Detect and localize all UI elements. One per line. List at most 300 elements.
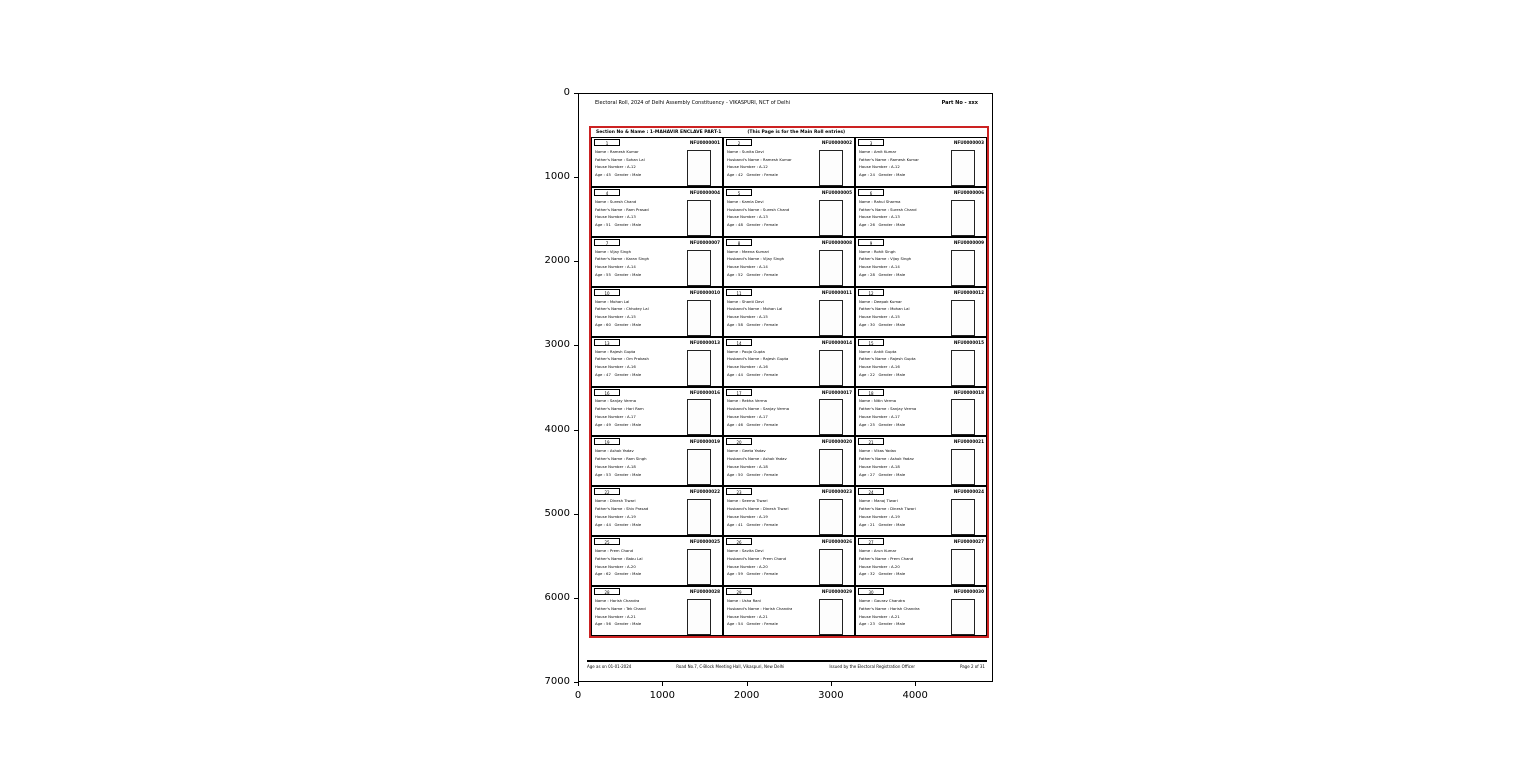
y-axis-tick-mark (574, 177, 578, 178)
voter-card-body (724, 446, 854, 485)
relative-name: Husband's Name : Ramesh Kumar (727, 156, 792, 162)
voter-name: Name : Geeta Yadav (727, 448, 766, 454)
relative-name: Father's Name : Prem Chand (859, 555, 914, 561)
x-axis-tick-label: 0 (574, 690, 582, 701)
voter-name: Name : Rekha Verma (727, 398, 767, 404)
house-number: House Number : A-20 (595, 563, 636, 569)
photo-box (819, 250, 843, 286)
age-gender: Age : 62 Gender : Male (595, 571, 642, 577)
serial-number-box: 19 (594, 438, 620, 445)
serial-number-box: 10 (594, 289, 620, 296)
voter-card (591, 387, 723, 437)
voter-name: Name : Shanti Devi (727, 298, 764, 304)
voter-card (855, 486, 987, 536)
relative-name: Father's Name : Sohan Lal (595, 156, 645, 162)
y-axis-tick-label: 2000 (544, 255, 570, 267)
house-number: House Number : A-16 (727, 364, 768, 370)
voter-fields (727, 397, 789, 435)
age-gender: Age : 47 Gender : Male (595, 371, 642, 377)
epic-number: NFU0000004 (689, 189, 720, 195)
age-gender: Age : 21 Gender : Male (859, 521, 906, 527)
voter-card-body (592, 297, 722, 336)
voter-card-body (856, 297, 986, 336)
serial-number-box: 16 (594, 389, 620, 396)
age-gender: Age : 25 Gender : Male (859, 421, 906, 427)
house-number: House Number : A-15 (595, 314, 636, 320)
voter-name: Name : Harish Chandra (595, 598, 640, 603)
voter-fields (727, 447, 787, 485)
voter-card-body (724, 546, 854, 585)
serial-number-box: 28 (594, 588, 620, 595)
age-gender: Age : 44 Gender : Male (595, 521, 642, 527)
y-axis-tick-mark (574, 514, 578, 515)
voter-name: Name : Vijay Singh (595, 248, 631, 254)
photo-box (687, 499, 711, 535)
serial-number-box: 17 (726, 389, 752, 396)
voter-card (591, 287, 723, 337)
age-gender: Age : 46 Gender : Female (727, 421, 778, 427)
photo-box (819, 399, 843, 435)
serial-number-box: 27 (858, 538, 884, 545)
voter-card-body (856, 147, 986, 186)
house-number: House Number : A-21 (859, 613, 900, 619)
age-gender: Age : 41 Gender : Female (727, 521, 778, 527)
voter-name: Name : Ankit Gupta (859, 348, 897, 354)
relative-name: Father's Name : Ram Prasad (595, 206, 649, 212)
photo-box (951, 350, 975, 386)
voter-name: Name : Vikas Yadav (859, 448, 897, 454)
voter-card (855, 137, 987, 187)
relative-name: Father's Name : Suresh Chand (859, 206, 917, 212)
photo-box (819, 549, 843, 585)
voter-fields (727, 547, 786, 585)
voter-card-body (724, 197, 854, 236)
footer-right: Issued by the Electoral Registration Officer (829, 664, 916, 669)
voter-fields (595, 248, 649, 286)
section-header (591, 128, 987, 137)
voter-fields (595, 547, 643, 585)
serial-number-box: 2 (726, 139, 752, 146)
age-gender: Age : 48 Gender : Female (727, 222, 778, 228)
age-gender: Age : 24 Gender : Male (859, 172, 906, 178)
y-axis-tick-mark (574, 261, 578, 262)
voter-name: Name : Nitin Verma (859, 398, 897, 404)
voter-name: Name : Pooja Gupta (727, 348, 765, 354)
age-gender: Age : 22 Gender : Male (859, 371, 906, 377)
serial-number-box: 13 (594, 339, 620, 346)
photo-box (687, 300, 711, 336)
age-gender: Age : 56 Gender : Male (595, 621, 642, 627)
y-axis-tick-label: 7000 (544, 676, 570, 687)
epic-number: NFU0000029 (821, 589, 852, 595)
relative-name: Father's Name : Dinesh Tiwari (859, 505, 916, 511)
y-axis-tick-label: 5000 (544, 507, 570, 519)
voter-card (855, 387, 987, 437)
relative-name: Father's Name : Vijay Singh (859, 256, 912, 262)
y-axis-tick-mark (574, 345, 578, 346)
house-number: House Number : A-13 (727, 214, 768, 220)
y-axis-tick-mark (574, 430, 578, 431)
house-number: House Number : A-19 (595, 513, 636, 519)
voter-card (723, 536, 855, 586)
epic-number: NFU0000022 (689, 489, 720, 495)
voter-card-top (592, 588, 722, 596)
photo-box (687, 599, 711, 635)
age-gender: Age : 55 Gender : Male (595, 272, 642, 278)
relative-name: Husband's Name : Sanjay Verma (727, 406, 790, 412)
x-axis-tick-label: 2000 (733, 690, 760, 701)
voter-name: Name : Ashok Yadav (595, 448, 634, 454)
doc-part-no: Part No - xxx (941, 100, 978, 106)
age-gender: Age : 44 Gender : Female (727, 371, 778, 377)
age-gender: Age : 27 Gender : Male (859, 471, 906, 477)
voter-fields (859, 198, 917, 236)
voter-name: Name : Sunita Devi (727, 148, 764, 154)
house-number: House Number : A-19 (727, 513, 768, 519)
relative-name: Father's Name : Babu Lal (595, 555, 643, 561)
house-number: House Number : A-14 (595, 264, 636, 270)
voter-card-body (592, 496, 722, 535)
x-axis-tick-mark (578, 682, 579, 686)
relative-name: Father's Name : Harish Chandra (859, 605, 920, 611)
epic-number: NFU0000012 (953, 289, 984, 295)
voter-fields (859, 148, 919, 186)
relative-name: Father's Name : Karan Singh (595, 256, 650, 262)
epic-number: NFU0000028 (689, 589, 720, 595)
house-number: House Number : A-18 (859, 463, 900, 469)
house-number: House Number : A-14 (727, 264, 768, 270)
relative-name: Father's Name : Hari Ram (595, 406, 644, 412)
epic-number: NFU0000025 (689, 539, 720, 545)
relative-name: Husband's Name : Rajesh Gupta (727, 356, 789, 362)
serial-number-box: 14 (726, 339, 752, 346)
photo-box (819, 499, 843, 535)
voter-card-body (724, 596, 854, 635)
epic-number: NFU0000008 (821, 239, 852, 245)
voter-fields (859, 298, 910, 336)
voter-card-top (856, 438, 986, 446)
voter-fields (727, 198, 789, 236)
voter-card (855, 586, 987, 636)
epic-number: NFU0000015 (953, 339, 984, 345)
house-number: House Number : A-15 (859, 314, 900, 320)
voter-card (723, 337, 855, 387)
house-number: House Number : A-14 (859, 264, 900, 270)
voter-name: Name : Rahul Sharma (859, 198, 901, 204)
photo-box (819, 150, 843, 186)
house-number: House Number : A-12 (595, 164, 636, 170)
voter-name: Name : Arun Kumar (859, 548, 897, 554)
voter-card-top (592, 189, 722, 197)
house-number: House Number : A-18 (727, 463, 768, 469)
house-number: House Number : A-13 (859, 214, 900, 220)
photo-box (819, 449, 843, 485)
x-axis-tick-mark (747, 682, 748, 686)
voter-name: Name : Usha Rani (727, 598, 761, 603)
voter-card (591, 187, 723, 237)
serial-number-box: 22 (594, 488, 620, 495)
voter-fields (859, 447, 914, 485)
voter-card-top (592, 438, 722, 446)
relative-name: Husband's Name : Ashok Yadav (727, 456, 787, 462)
voter-card (723, 436, 855, 486)
voter-fields (727, 597, 792, 635)
voter-card-top (724, 339, 854, 347)
voter-card (591, 586, 723, 636)
document-footer (587, 664, 985, 670)
age-gender: Age : 28 Gender : Male (859, 272, 906, 278)
epic-number: NFU0000017 (821, 389, 852, 395)
voter-card-top (724, 239, 854, 247)
voter-fields (595, 348, 649, 386)
voter-name: Name : Savita Devi (727, 548, 764, 554)
epic-number: NFU0000020 (821, 439, 852, 445)
voter-card-body (592, 197, 722, 236)
voter-card-body (724, 396, 854, 435)
voter-card (591, 486, 723, 536)
voter-card (723, 237, 855, 287)
relative-name: Father's Name : Chhotey Lal (595, 306, 649, 312)
voter-name: Name : Seema Tiwari (727, 498, 768, 504)
relative-name: Husband's Name : Dinesh Tiwari (727, 505, 789, 511)
electoral-roll-page (579, 94, 992, 681)
house-number: House Number : A-21 (595, 613, 636, 619)
house-number: House Number : A-21 (727, 613, 768, 619)
voter-card-grid (591, 137, 987, 636)
voter-fields (727, 497, 789, 535)
voter-fields (859, 597, 920, 635)
voter-card (855, 536, 987, 586)
age-gender: Age : 52 Gender : Female (727, 272, 778, 278)
relative-name: Father's Name : Mohan Lal (859, 306, 910, 312)
voter-card-body (856, 396, 986, 435)
x-axis-tick-label: 3000 (818, 690, 844, 701)
age-gender: Age : 54 Gender : Female (727, 621, 778, 627)
age-gender: Age : 30 Gender : Male (859, 321, 906, 327)
photo-box (951, 150, 975, 186)
voter-name: Name : Gaurav Chandra (859, 598, 906, 603)
voter-card-body (592, 147, 722, 186)
footer-divider (587, 660, 987, 662)
photo-box (819, 350, 843, 386)
voter-card-body (592, 546, 722, 585)
photo-box (687, 399, 711, 435)
voter-card-body (856, 596, 986, 635)
voter-card-top (592, 389, 722, 397)
voter-card (855, 187, 987, 237)
voter-name: Name : Manoj Tiwari (859, 498, 898, 504)
house-number: House Number : A-13 (595, 214, 636, 220)
serial-number-box: 7 (594, 239, 620, 246)
epic-number: NFU0000014 (821, 339, 852, 345)
x-axis-tick-mark (915, 682, 916, 686)
photo-box (687, 250, 711, 286)
serial-number-box: 20 (726, 438, 752, 445)
relative-name: Husband's Name : Suresh Chand (727, 206, 790, 212)
voter-card (855, 337, 987, 387)
voter-card (723, 187, 855, 237)
voter-name: Name : Kamla Devi (727, 198, 764, 204)
y-axis-tick-label: 6000 (544, 591, 570, 603)
voter-fields (595, 497, 648, 535)
serial-number-box: 4 (594, 189, 620, 196)
y-axis-tick-label: 4000 (544, 423, 570, 435)
voter-card (591, 337, 723, 387)
voter-fields (859, 348, 916, 386)
house-number: House Number : A-17 (727, 413, 768, 419)
house-number: House Number : A-17 (859, 413, 900, 419)
epic-number: NFU0000005 (821, 189, 852, 195)
voter-card-top (724, 488, 854, 496)
voter-card-body (724, 297, 854, 336)
photo-box (687, 449, 711, 485)
photo-box (819, 300, 843, 336)
epic-number: NFU0000030 (953, 589, 984, 595)
serial-number-box: 21 (858, 438, 884, 445)
voter-card-top (856, 488, 986, 496)
serial-number-box: 6 (858, 189, 884, 196)
voter-card (723, 287, 855, 337)
photo-box (951, 300, 975, 336)
voter-fields (727, 348, 788, 386)
voter-card-top (592, 488, 722, 496)
voter-card-body (856, 446, 986, 485)
serial-number-box: 24 (858, 488, 884, 495)
serial-number-box: 3 (858, 139, 884, 146)
voter-fields (595, 148, 645, 186)
footer-left: Age as on 01-01-2024 (587, 664, 632, 669)
relative-name: Father's Name : Shiv Prasad (595, 505, 649, 511)
serial-number-box: 15 (858, 339, 884, 346)
epic-number: NFU0000001 (689, 140, 720, 145)
photo-box (819, 200, 843, 236)
serial-number-box: 9 (858, 239, 884, 246)
voter-card-body (856, 197, 986, 236)
house-number: House Number : A-12 (727, 164, 768, 170)
photo-box (687, 350, 711, 386)
voter-name: Name : Rohit Singh (859, 248, 896, 254)
voter-card-body (724, 347, 854, 386)
voter-name: Name : Dinesh Tiwari (595, 498, 636, 504)
voter-name: Name : Deepak Kumar (859, 298, 902, 304)
photo-box (951, 250, 975, 286)
voter-card-top (724, 588, 854, 596)
serial-number-box: 23 (726, 488, 752, 495)
doc-title: Electoral Roll, 2024 of Delhi Assembly Constituency - VIKASPURI, NCT of Delhi (595, 100, 791, 106)
epic-number: NFU0000009 (953, 239, 984, 245)
voter-card-body (724, 496, 854, 535)
photo-box (951, 599, 975, 635)
footer-center: Road No.7, C-Block Meeting Hall, Vikaspuri, New Delhi (676, 664, 785, 669)
y-axis-tick-label: 3000 (544, 339, 570, 351)
voter-card-body (592, 396, 722, 435)
voter-name: Name : Mohan Lal (595, 298, 630, 304)
voter-card-top (592, 538, 722, 546)
voter-card-body (856, 496, 986, 535)
age-gender: Age : 26 Gender : Male (859, 222, 906, 228)
epic-number: NFU0000024 (953, 489, 984, 495)
epic-number: NFU0000016 (689, 389, 720, 395)
relative-name: Father's Name : Ramesh Kumar (859, 156, 919, 162)
x-axis-tick-mark (662, 682, 663, 686)
voter-fields (595, 298, 649, 336)
serial-number-box: 26 (726, 538, 752, 545)
voter-card-body (592, 247, 722, 286)
voter-fields (859, 248, 911, 286)
epic-number: NFU0000021 (953, 439, 984, 445)
voter-fields (727, 148, 792, 186)
voter-card-body (724, 147, 854, 186)
age-gender: Age : 58 Gender : Female (727, 321, 778, 327)
relative-name: Father's Name : Om Prakash (595, 356, 649, 362)
voter-card-top (856, 538, 986, 546)
epic-number: NFU0000027 (953, 539, 984, 545)
voter-fields (595, 198, 649, 236)
age-gender: Age : 49 Gender : Male (595, 421, 642, 427)
voter-card-top (724, 139, 854, 147)
voter-card (591, 237, 723, 287)
voter-grid-frame (589, 126, 989, 638)
voter-name: Name : Rajesh Gupta (595, 348, 636, 354)
epic-number: NFU0000002 (821, 140, 852, 145)
age-gender: Age : 32 Gender : Male (859, 571, 906, 577)
voter-fields (859, 397, 916, 435)
voter-card (855, 237, 987, 287)
voter-card-body (856, 347, 986, 386)
age-gender: Age : 51 Gender : Male (595, 222, 642, 228)
voter-fields (727, 248, 784, 286)
house-number: House Number : A-18 (595, 463, 636, 469)
house-number: House Number : A-15 (727, 314, 768, 320)
relative-name: Husband's Name : Vijay Singh (727, 256, 785, 262)
house-number: House Number : A-20 (727, 563, 768, 569)
serial-number-box: 5 (726, 189, 752, 196)
section-note: (This Page is for the Main Roll entries) (747, 130, 846, 135)
voter-fields (595, 447, 647, 485)
voter-name: Name : Ramesh Kumar (595, 148, 639, 154)
epic-number: NFU0000010 (689, 289, 720, 295)
epic-number: NFU0000006 (953, 189, 984, 195)
photo-box (951, 499, 975, 535)
voter-card-top (856, 339, 986, 347)
voter-card-top (592, 339, 722, 347)
voter-fields (859, 547, 913, 585)
voter-fields (595, 597, 646, 635)
voter-card-top (856, 189, 986, 197)
voter-name: Name : Prem Chand (595, 548, 634, 554)
age-gender: Age : 60 Gender : Male (595, 321, 642, 327)
voter-name: Name : Meena Kumari (727, 248, 770, 254)
voter-card-body (856, 247, 986, 286)
voter-name: Name : Amit Kumar (859, 148, 897, 154)
footer-page-number: Page 2 of 31 (959, 664, 985, 669)
voter-card (723, 387, 855, 437)
epic-number: NFU0000018 (953, 389, 984, 395)
voter-card-top (724, 289, 854, 297)
house-number: House Number : A-20 (859, 563, 900, 569)
age-gender: Age : 50 Gender : Female (727, 471, 778, 477)
x-axis-tick-label: 1000 (649, 690, 676, 701)
voter-fields (859, 497, 916, 535)
relative-name: Father's Name : Ram Singh (595, 456, 647, 462)
serial-number-box: 11 (726, 289, 752, 296)
house-number: House Number : A-19 (859, 513, 900, 519)
photo-box (951, 549, 975, 585)
y-axis-tick-mark (574, 598, 578, 599)
x-axis-tick-mark (831, 682, 832, 686)
serial-number-box: 18 (858, 389, 884, 396)
epic-number: NFU0000013 (689, 339, 720, 345)
